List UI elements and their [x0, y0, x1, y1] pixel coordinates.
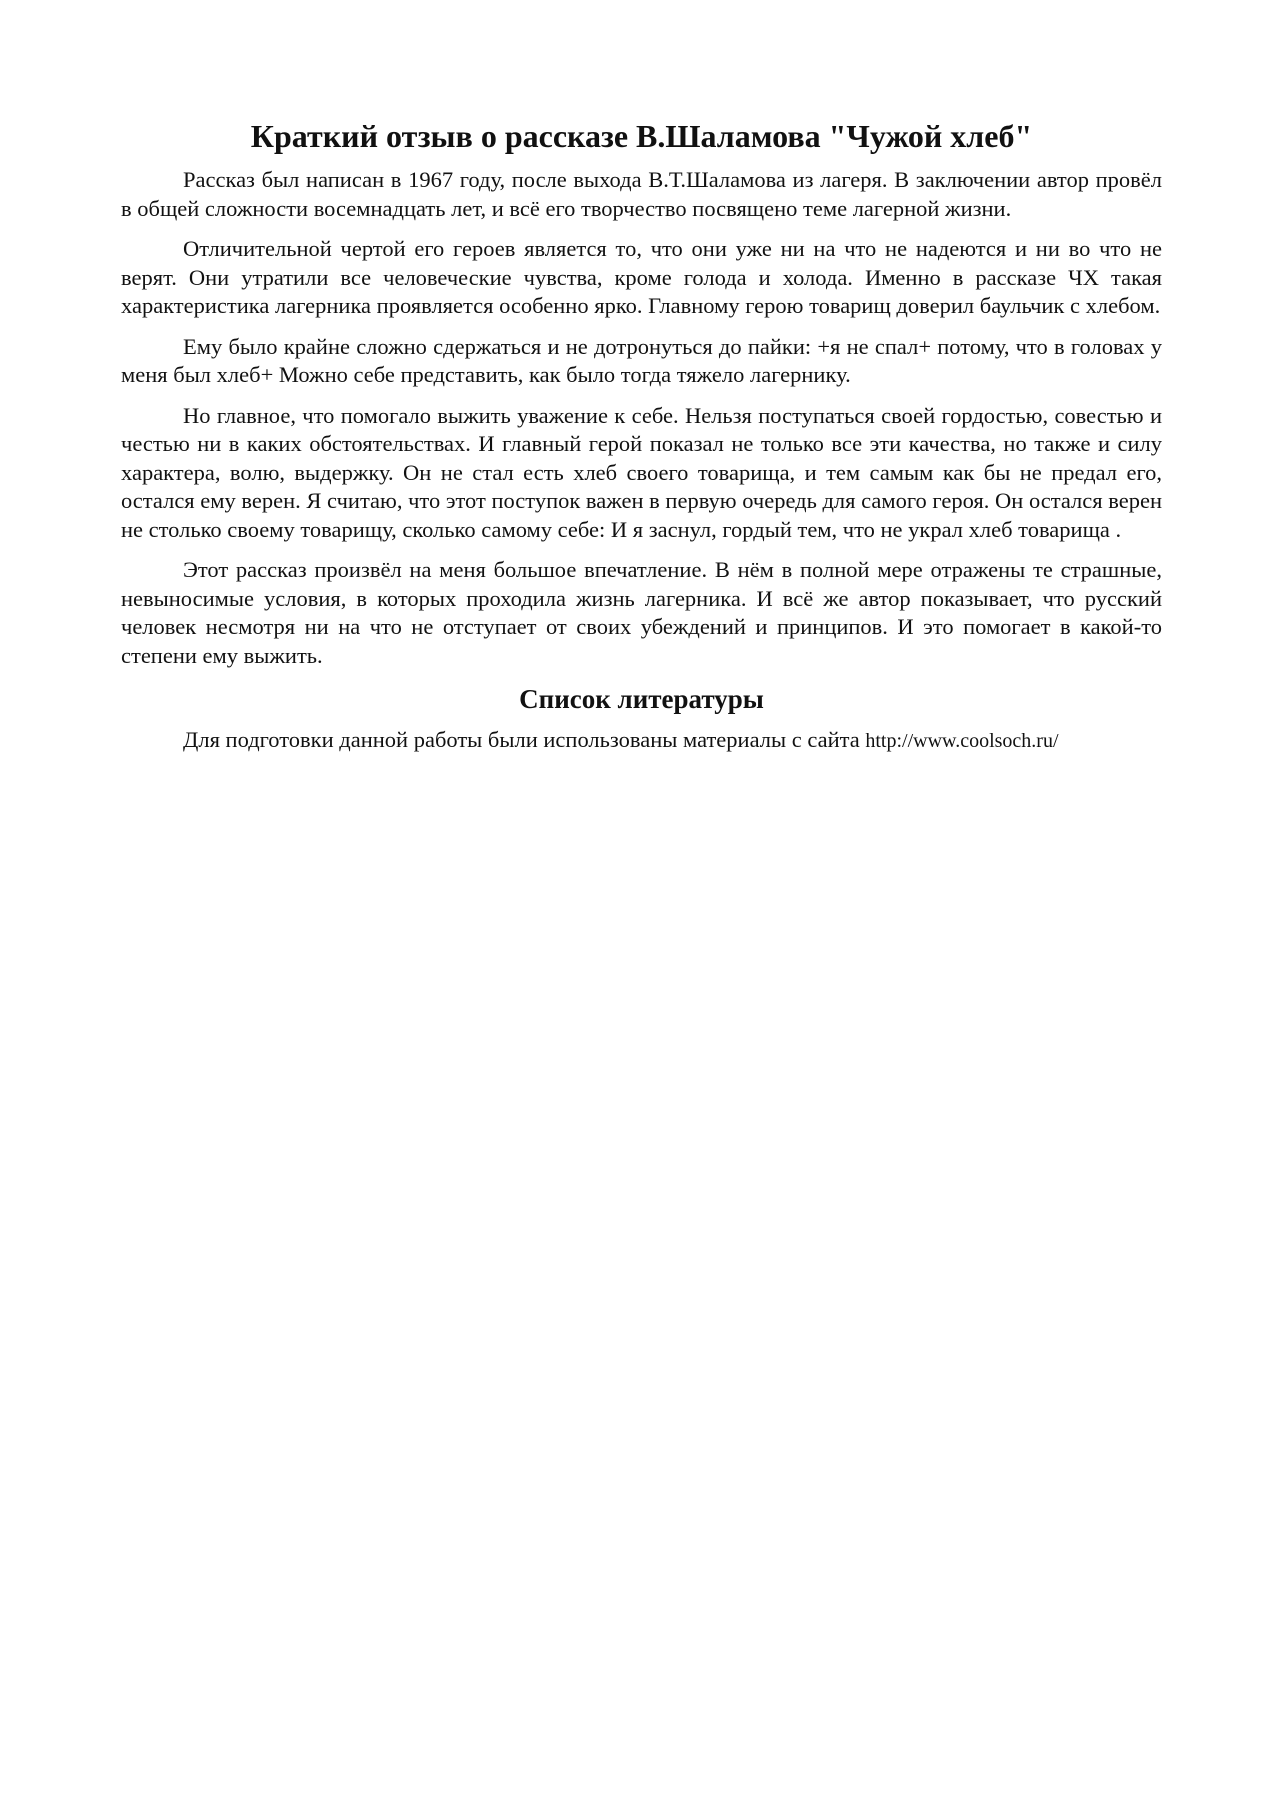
paragraph-2: Отличительной чертой его героев является то, что они уже ни на что не надеются и ни во что не верят. Они утратили все человеческие чувства, кроме голода и холода. Именно в рассказе ЧХ такая характеристика лагерника проявляется особенно ярко. Главному герою товарищ доверил баульчик с хлебом. [121, 236, 1162, 318]
references-heading: Список литературы [519, 684, 764, 714]
paragraph-5: Этот рассказ произвёл на меня большое впечатление. В нём в полной мере отражены те страшные, невыносимые условия, в которых проходила жизнь лагерника. И всё же автор показывает, что русский человек несмотря ни на что не отступает от своих убеждений и принципов. И это помогает в какой-то степени ему выжить. [121, 557, 1162, 668]
references-url[interactable]: http://www.coolsoch.ru/ [865, 730, 1059, 752]
references-paragraph [121, 726, 1162, 756]
document-page [121, 118, 1162, 756]
paragraph-4: Но главное, что помогало выжить уважение к себе. Нельзя поступаться своей гордостью, совестью и честью ни в каких обстоятельствах. И главный герой показал не только все эти качества, но также и силу характера, волю, выдержку. Он не стал есть хлеб своего товарища, и тем самым как бы не предал его, остался ему верен. Я считаю, что этот поступок важен в первую очередь для самого героя. Он остался верен не столько своему товарищу, сколько самому себе: И я заснул, гордый тем, что не украл хлеб товарища . [121, 402, 1162, 542]
document-title: Краткий отзыв о рассказе В.Шаламова "Чужой хлеб" [250, 118, 1033, 154]
references-text: Для подготовки данной работы были использованы материалы с сайта [183, 727, 860, 752]
paragraph-3: Ему было крайне сложно сдержаться и не дотронуться до пайки: +я не спал+ потому, что в головах у меня был хлеб+ Можно себе представить, как было тогда тяжело лагернику. [121, 333, 1162, 387]
paragraph-1: Рассказ был написан в 1967 году, после выхода В.Т.Шаламова из лагеря. В заключении автор провёл в общей сложности восемнадцать лет, и всё его творчество посвящено теме лагерной жизни. [121, 167, 1162, 221]
